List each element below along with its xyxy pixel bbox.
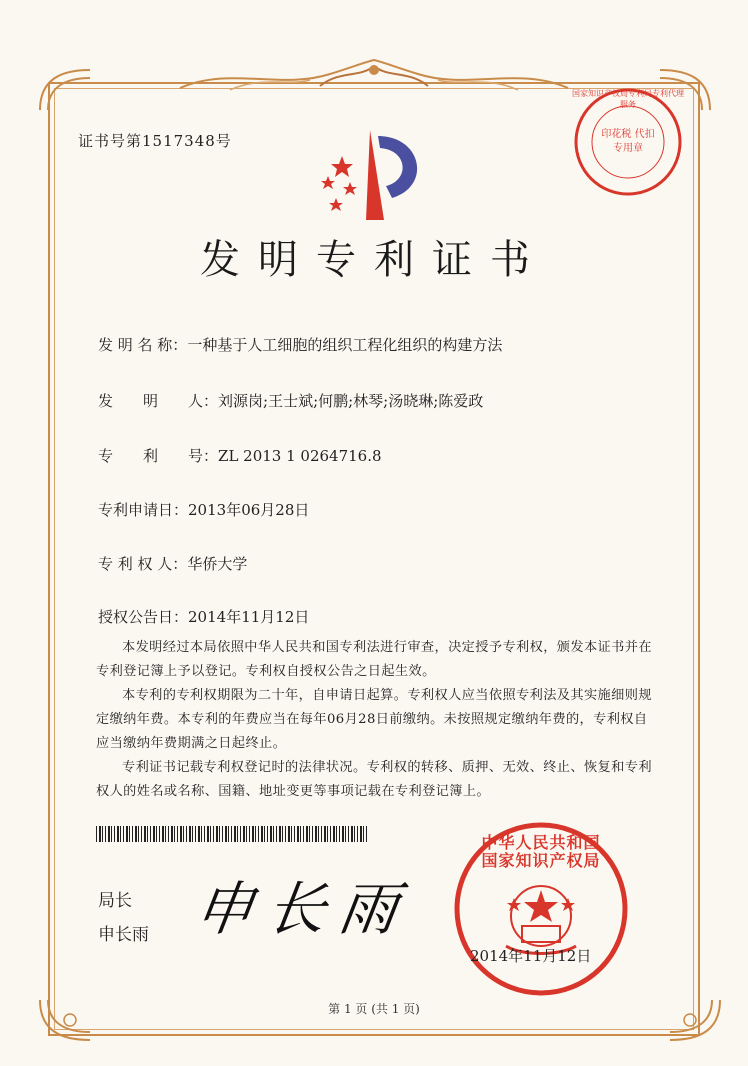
- office-seal-text: 中华人民共和国国家知识产权局: [481, 833, 601, 870]
- patentee-label: 专 利 权 人：: [98, 555, 188, 573]
- application-date-value: 2013年06月28日: [188, 501, 310, 519]
- patent-number-value: ZL 2013 1 0264716.8: [218, 447, 382, 465]
- invention-name-label: 发 明 名 称：: [98, 336, 188, 354]
- top-ornament: [170, 56, 578, 96]
- grant-date-row: [98, 606, 309, 627]
- barcode: [96, 826, 368, 842]
- body-paragraph-3: 专利证书记载专利权登记时的法律状况。专利权的转移、质押、无效、终止、恢复和专利权人的姓名或名称、国籍、地址变更等事项记载在专利登记簿上。: [96, 760, 652, 799]
- tax-seal-inner-text: 印花税 代扣专用章: [601, 129, 655, 154]
- application-date-row: [98, 499, 309, 520]
- director-signature: 申长雨: [190, 875, 417, 943]
- application-date-label: 专利申请日：: [98, 501, 189, 519]
- director-title: 局长: [98, 891, 132, 911]
- certificate-title: 发明专利证书: [200, 237, 548, 283]
- patent-office-logo-icon: [312, 126, 432, 226]
- grant-date-value: 2014年11月12日: [188, 608, 310, 626]
- inventors-value: 刘源岗;王士斌;何鹏;林琴;汤晓琳;陈爱政: [218, 392, 484, 410]
- tax-seal-outer-text: 国家知识产权局专利局专利代理服务: [572, 89, 684, 109]
- corner-ornament-bl: [30, 990, 120, 1050]
- patentee-value: 华侨大学: [187, 555, 248, 573]
- inventors-label: 发 明 人：: [98, 392, 219, 410]
- patent-number-row: [98, 445, 382, 466]
- certificate-body: [96, 636, 656, 804]
- corner-ornament-br: [640, 990, 730, 1050]
- patentee-row: [98, 553, 247, 574]
- invention-name-value: 一种基于人工细胞的组织工程化组织的构建方法: [187, 336, 503, 354]
- director-name: 申长雨: [98, 925, 149, 945]
- grant-date-label: 授权公告日：: [98, 608, 189, 626]
- body-paragraph-1: 本发明经过本局依照中华人民共和国专利法进行审查，决定授予专利权，颁发本证书并在专利登记簿上予以登记。专利权自授权公告之日起生效。: [96, 640, 652, 679]
- inventors-row: [98, 390, 483, 411]
- invention-name-row: [98, 334, 502, 355]
- page-footer: 第 1 页 (共 1 页): [328, 1002, 420, 1016]
- corner-ornament-tl: [30, 60, 100, 120]
- issue-date: 2014年11月12日: [470, 947, 592, 965]
- patent-number-label: 专 利 号：: [98, 447, 219, 465]
- certificate-number: 证书号第1517348号: [78, 132, 232, 150]
- body-paragraph-2: 本专利的专利权期限为二十年，自申请日起算。专利权人应当依照专利法及其实施细则规定缴纳年费。本专利的年费应当在每年06月28日前缴纳。未按照规定缴纳年费的，专利权自应当缴纳年费期满之日起终止。: [96, 688, 652, 751]
